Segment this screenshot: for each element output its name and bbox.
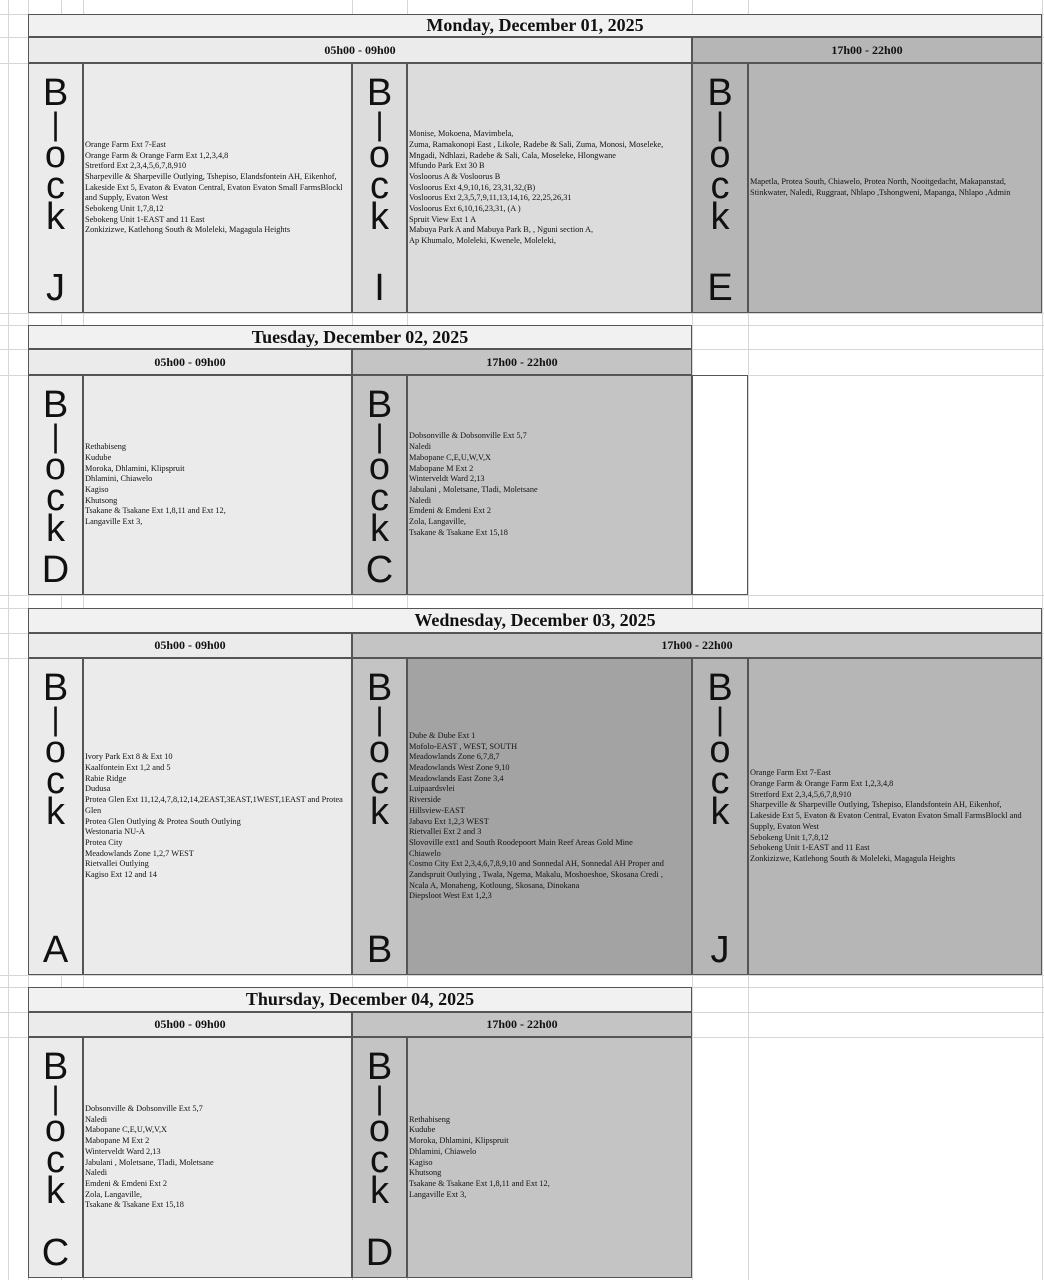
area-line: Dobsonville & Dobsonville Ext 5,7 xyxy=(409,431,527,441)
block-word-letter: B xyxy=(42,384,69,426)
block-word-letter: o xyxy=(44,729,67,771)
block-word-letter: k xyxy=(370,791,389,833)
area-list xyxy=(85,1104,214,1211)
area-line: Vosloorus Ext 6,10,16,23,31, (A ) xyxy=(409,204,521,214)
block-word-letter: B xyxy=(366,384,393,426)
area-line: Khutsong xyxy=(409,1168,442,1178)
area-line: Monise, Mokoena, Mavimbela, xyxy=(409,129,514,139)
area-line: Vosloorus A & Vosloorus B xyxy=(409,171,501,181)
block-label xyxy=(352,658,407,975)
area-line: Dhlamini, Chiawelo xyxy=(409,1146,477,1156)
gridline xyxy=(8,0,9,1280)
area-line: Meadowlands Zone 6,7,8,7 xyxy=(409,752,500,762)
area-line: Moroka, Dhlamini, Klipspruit xyxy=(409,1136,509,1146)
area-line: Winterveldt Ward 2,13 xyxy=(85,1146,161,1156)
gridline xyxy=(0,595,1044,596)
area-line: Glen xyxy=(85,805,102,815)
area-line: Jabulani , Moletsane, Tladi, Moletsane xyxy=(409,485,538,494)
block-word-letter: B xyxy=(42,1046,69,1088)
block-word-letter: c xyxy=(710,165,730,207)
block-letter: A xyxy=(42,929,69,971)
area-line: Zola, Langaville, xyxy=(85,1189,142,1199)
block-word-letter: c xyxy=(46,477,65,519)
time-slot-header: 05h00 - 09h00 xyxy=(28,349,352,375)
area-line: Khutsong xyxy=(85,495,118,505)
area-line: Naledi xyxy=(409,495,432,505)
block-word-letter: | xyxy=(51,1080,60,1116)
area-line: Dobsonville & Dobsonville Ext 5,7 xyxy=(85,1103,203,1113)
area-line: Kudube xyxy=(409,1125,436,1135)
time-slot-header: 17h00 - 22h00 xyxy=(352,1012,692,1037)
block-areas xyxy=(83,375,352,595)
area-line: Rethabiseng xyxy=(409,1114,451,1124)
block-letter: D xyxy=(365,1232,394,1274)
area-line: Jabavu Ext 1,2,3 WEST xyxy=(409,816,489,826)
block-word-letter: k xyxy=(370,196,389,238)
time-slot-header: 05h00 - 09h00 xyxy=(28,1012,352,1037)
area-list xyxy=(85,752,343,880)
area-line: Stretford Ext 2,3,4,5,6,7,8,910 xyxy=(85,161,187,171)
area-line: Zandspruit Outlying , Twala, Ngema, Makalu, Moshoeshoe, Skosana Credi , xyxy=(409,870,663,880)
area-line: Stretford Ext 2,3,4,5,6,7,8,910 xyxy=(750,789,852,799)
area-line: Langaville Ext 3, xyxy=(409,1189,467,1199)
area-line: Ivory Park Ext 8 & Ext 10 xyxy=(85,752,173,762)
area-line: Sebokeng Unit 1,7,8,12 xyxy=(750,832,829,842)
area-line: Mngadi, Ndhlazi, Radebe & Sali, Cala, Moseleke, Hlongwane xyxy=(409,150,616,160)
block-word-letter: B xyxy=(707,667,733,709)
block-label xyxy=(352,1037,407,1278)
area-line: Protea Glen Ext 11,12,4,7,8,12,14,2EAST,3EAST,1WEST,1EAST and Protea xyxy=(85,795,343,805)
area-line: Cosmo City Ext 2,3,4,6,7,8,9,10 and Sonnedal AH, Sonnedal AH Proper and xyxy=(409,859,664,869)
block-word-letter: o xyxy=(368,729,391,771)
area-line: Rietvallei Ext 2 and 3 xyxy=(409,827,482,837)
area-line: Lakeside Ext 5, Evaton & Evaton Central, Evaton Evaton Small FarmsBlockl and Supply, Evaton West xyxy=(750,811,1022,831)
area-line: Kaalfontein Ext 1,2 and 5 xyxy=(85,762,171,772)
area-line: Diepsloot West Ext 1,2,3 xyxy=(409,891,492,901)
area-line: Dube & Dube Ext 1 xyxy=(409,730,476,740)
block-label xyxy=(352,63,407,313)
block-word-letter: B xyxy=(366,72,393,114)
block-word-letter: k xyxy=(370,1170,389,1212)
block-letter: D xyxy=(41,549,70,591)
area-line: Langaville Ext 3, xyxy=(85,517,143,527)
area-line: Mabopane C,E,U,W,V,X xyxy=(85,1125,168,1135)
area-line: Sharpeville & Sharpeville Outlying, Tshepiso, Elandsfontein AH, Eikenhof, xyxy=(85,171,337,181)
area-line: Protea City xyxy=(85,837,123,847)
area-line: Mofolo-EAST , WEST, SOUTH xyxy=(409,741,518,751)
area-line: Mfundo Park Ext 30 B xyxy=(409,161,485,171)
area-line: Naledi xyxy=(85,1114,108,1124)
area-line: Rethabiseng xyxy=(85,442,127,452)
block-label xyxy=(692,63,748,313)
block-word-letter: | xyxy=(375,106,384,142)
area-line: Meadowlands Zone 1,2,7 WEST xyxy=(85,848,194,858)
block-word-letter: o xyxy=(368,446,391,488)
block-word-letter: c xyxy=(370,477,389,519)
area-line: and Supply, Evaton West xyxy=(85,193,168,203)
block-word-letter: o xyxy=(709,729,731,771)
area-list xyxy=(750,768,1040,864)
area-line: Naledi xyxy=(409,442,432,452)
block-word-letter: c xyxy=(46,165,65,207)
area-line: Zola, Langaville, xyxy=(409,517,466,527)
area-line: Westonaria NU-A xyxy=(85,827,145,837)
block-areas xyxy=(83,63,352,313)
area-list xyxy=(409,1115,550,1201)
block-word-letter: | xyxy=(375,418,384,454)
block-word-letter: o xyxy=(44,134,67,176)
block-word-letter: B xyxy=(366,667,393,709)
block-word-letter: k xyxy=(710,791,730,833)
area-line: Tsakane & Tsakane Ext 15,18 xyxy=(409,527,508,537)
area-line: Mabopane M Ext 2 xyxy=(409,463,474,473)
area-line: Meadowlands West Zone 9,10 xyxy=(409,762,510,772)
block-word-letter: B xyxy=(42,667,69,709)
block-word-letter: o xyxy=(368,1108,391,1150)
block-label xyxy=(352,375,407,595)
block-label xyxy=(28,658,83,975)
area-line: Orange Farm Ext 7-East xyxy=(85,139,166,149)
area-list xyxy=(409,731,664,902)
area-line: Riverside xyxy=(409,795,441,805)
area-list xyxy=(750,177,1010,198)
block-word-letter: o xyxy=(44,446,67,488)
block-word-letter: o xyxy=(44,1108,67,1150)
day-title: Thursday, December 04, 2025 xyxy=(28,987,692,1012)
area-list xyxy=(85,140,343,236)
area-line: Tsakane & Tsakane Ext 1,8,11 and Ext 12, xyxy=(85,506,226,516)
area-line: Kagiso xyxy=(85,485,109,494)
area-line: Moroka, Dhlamini, Klipspruit xyxy=(85,463,185,473)
block-word-letter: c xyxy=(370,1139,389,1181)
area-line: Rietvallei Outlying xyxy=(85,859,149,869)
area-list xyxy=(409,431,538,538)
area-line: Sebokeng Unit 1-EAST and 11 East xyxy=(750,843,870,853)
time-slot-header: 05h00 - 09h00 xyxy=(28,37,692,63)
area-line: Stinkwater, Naledi, Ruggraat, Nhlapo ,Tshongweni, Mapanga, Nhlapo ,Admin xyxy=(750,188,1011,197)
block-letter: E xyxy=(707,267,733,309)
area-line: Luipaardsvlei xyxy=(409,784,455,794)
day-title: Monday, December 01, 2025 xyxy=(28,14,1042,37)
area-line: Vosloorus Ext 4,9,10,16, 23,31,32,(B) xyxy=(409,182,536,192)
block-word-letter: k xyxy=(46,1170,65,1212)
block-word-letter: c xyxy=(370,165,389,207)
block-label xyxy=(692,658,748,975)
block-areas xyxy=(407,63,692,313)
block-letter: C xyxy=(365,549,394,591)
block-word-letter: B xyxy=(42,72,69,114)
time-slot-header: 17h00 - 22h00 xyxy=(352,633,1042,658)
block-label xyxy=(28,63,83,313)
area-line: Kagiso xyxy=(409,1157,433,1167)
block-word-letter: k xyxy=(710,196,730,238)
area-line: Lakeside Ext 5, Evaton & Evaton Central, Evaton Evaton Small FarmsBlockl xyxy=(85,182,343,192)
area-line: Orange Farm Ext 7-East xyxy=(750,768,831,778)
area-line: Tsakane & Tsakane Ext 1,8,11 and Ext 12, xyxy=(409,1178,550,1188)
block-word-letter: B xyxy=(366,1046,393,1088)
block-letter: B xyxy=(366,929,393,971)
area-line: Mapetla, Protea South, Chiawelo, Protea North, Nooitgedacht, Makapanstad, xyxy=(750,177,1006,187)
area-line: Naledi xyxy=(85,1168,108,1178)
area-line: Chiawelo xyxy=(409,848,441,858)
area-line: Ap Khumalo, Moleleki, Kwenele, Moleleki, xyxy=(409,236,557,246)
time-slot-header: 17h00 - 22h00 xyxy=(352,349,692,375)
time-slot-header: 17h00 - 22h00 xyxy=(692,37,1042,63)
area-list xyxy=(409,129,663,247)
block-word-letter: c xyxy=(46,1139,65,1181)
block-letter: I xyxy=(374,267,385,309)
day-title: Wednesday, December 03, 2025 xyxy=(28,608,1042,633)
area-line: Dudusa xyxy=(85,784,111,794)
block-areas xyxy=(407,658,692,975)
area-line: Kudube xyxy=(85,452,112,462)
block-word-letter: k xyxy=(46,508,65,550)
block-word-letter: o xyxy=(709,134,731,176)
area-line: Zuma, Ramakonopi East , Likole, Radebe & Sali, Zuma, Monosi, Moseleke, xyxy=(409,139,664,149)
area-line: Spruit View Ext 1 A xyxy=(409,214,477,224)
area-line: Winterveldt Ward 2,13 xyxy=(409,474,485,484)
area-line: Zonkizizwe, Katlehong South & Moleleki, Magagula Heights xyxy=(85,225,291,235)
area-line: Protea Glen Outlying & Protea South Outlying xyxy=(85,816,241,826)
block-areas xyxy=(748,658,1042,975)
block-letter: J xyxy=(46,267,65,309)
area-line: Mabuya Park A and Mabuya Park B, , Nguni section A, xyxy=(409,225,594,235)
area-line: Sebokeng Unit 1,7,8,12 xyxy=(85,204,164,214)
block-word-letter: | xyxy=(375,701,384,737)
area-line: Tsakane & Tsakane Ext 15,18 xyxy=(85,1200,184,1210)
block-word-letter: c xyxy=(370,760,389,802)
block-areas xyxy=(83,658,352,975)
area-line: Rabie Ridge xyxy=(85,773,127,783)
area-line: Sharpeville & Sharpeville Outlying, Tshepiso, Elandsfontein AH, Eikenhof, xyxy=(750,800,1002,810)
day-title: Tuesday, December 02, 2025 xyxy=(28,325,692,349)
gridline xyxy=(1042,0,1043,1280)
block-word-letter: | xyxy=(51,418,60,454)
block-label xyxy=(28,375,83,595)
area-line: Zonkizizwe, Katlehong South & Moleleki, Magagula Heights xyxy=(750,853,956,863)
area-line: Emdeni & Emdeni Ext 2 xyxy=(85,1178,168,1188)
block-letter: C xyxy=(41,1232,70,1274)
block-word-letter: | xyxy=(715,106,725,142)
area-line: Hillsview-EAST xyxy=(409,805,465,815)
area-line: Ncala A, Monaheng, Kotloung, Skosana, Dinokana xyxy=(409,880,580,890)
area-line: Meadowlands East Zone 3,4 xyxy=(409,773,504,783)
block-letter: J xyxy=(710,929,730,971)
area-line: Sebokeng Unit 1-EAST and 11 East xyxy=(85,214,205,224)
block-word-letter: k xyxy=(46,196,65,238)
block-word-letter: B xyxy=(707,72,733,114)
gridline xyxy=(0,975,1044,976)
area-line: Slovoville ext1 and South Roodepoort Main Reef Areas Gold Mine xyxy=(409,837,633,847)
block-areas xyxy=(407,1037,692,1278)
block-word-letter: | xyxy=(715,701,725,737)
block-areas xyxy=(748,63,1042,313)
block-word-letter: c xyxy=(710,760,730,802)
area-line: Orange Farm & Orange Farm Ext 1,2,3,4,8 xyxy=(750,779,894,789)
block-word-letter: | xyxy=(51,106,60,142)
block-word-letter: | xyxy=(51,701,60,737)
block-word-letter: o xyxy=(368,134,391,176)
area-line: Kagiso Ext 12 and 14 xyxy=(85,870,157,880)
block-areas xyxy=(83,1037,352,1278)
area-line: Emdeni & Emdeni Ext 2 xyxy=(409,506,492,516)
gridline xyxy=(0,313,1044,314)
block-word-letter: k xyxy=(46,791,65,833)
area-line: Dhlamini, Chiawelo xyxy=(85,474,153,484)
block-word-letter: | xyxy=(375,1080,384,1116)
area-list xyxy=(85,442,226,528)
area-line: Jabulani , Moletsane, Tladi, Moletsane xyxy=(85,1157,214,1167)
area-line: Mabopane C,E,U,W,V,X xyxy=(409,452,492,462)
empty-cell xyxy=(692,375,748,595)
area-line: Mabopane M Ext 2 xyxy=(85,1136,150,1146)
area-line: Orange Farm & Orange Farm Ext 1,2,3,4,8 xyxy=(85,150,229,160)
block-label xyxy=(28,1037,83,1278)
time-slot-header: 05h00 - 09h00 xyxy=(28,633,352,658)
block-word-letter: c xyxy=(46,760,65,802)
block-areas xyxy=(407,375,692,595)
area-line: Vosloorus Ext 2,3,5,7,9,11,13,14,16, 22,25,26,31 xyxy=(409,193,572,203)
block-word-letter: k xyxy=(370,508,389,550)
